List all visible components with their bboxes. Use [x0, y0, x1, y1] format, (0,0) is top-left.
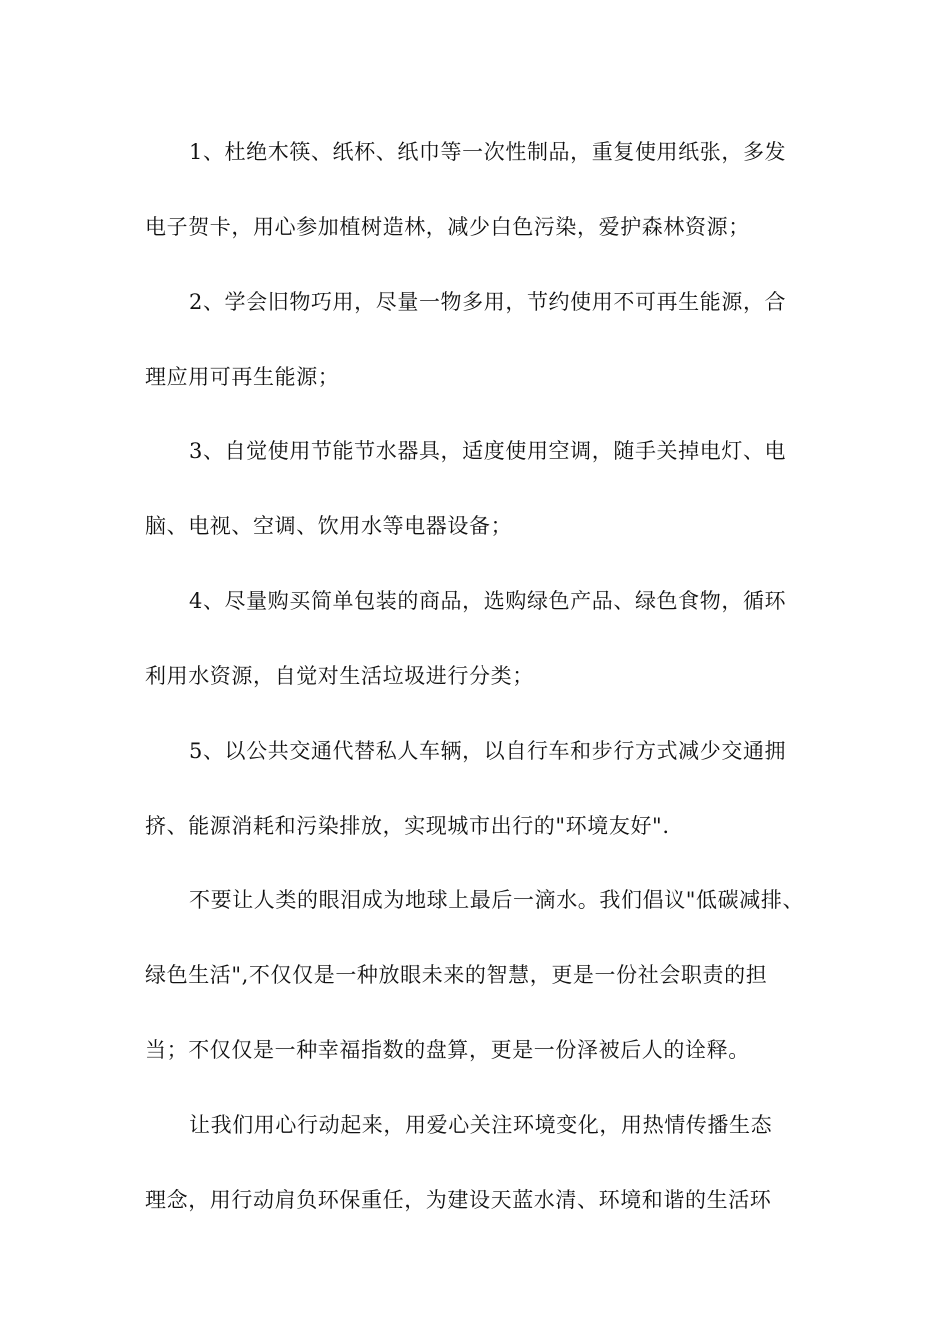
text-line: 理应用可再生能源；	[145, 365, 340, 389]
text-line: 1、杜绝木筷、纸杯、纸巾等一次性制品，重复使用纸张，多发	[189, 140, 787, 164]
text-line: 电子贺卡，用心参加植树造林，减少白色污染，爱护森林资源；	[145, 215, 750, 239]
text-line: 4、尽量购买简单包装的商品，选购绿色产品、绿色食物，循环	[189, 589, 787, 613]
text-line: 不要让人类的眼泪成为地球上最后一滴水。我们倡议"低碳减排、	[189, 888, 805, 912]
text-line: 2、学会旧物巧用，尽量一物多用，节约使用不可再生能源，合	[189, 290, 787, 314]
text-line: 3、自觉使用节能节水器具，适度使用空调，随手关掉电灯、电	[189, 439, 787, 463]
text-line: 5、以公共交通代替私人车辆，以自行车和步行方式减少交通拥	[189, 739, 787, 763]
text-line: 让我们用心行动起来，用爱心关注环境变化，用热情传播生态	[189, 1113, 773, 1137]
text-line: 绿色生活",不仅仅是一种放眼未来的智慧，更是一份社会职责的担	[145, 963, 768, 987]
text-line: 脑、电视、空调、饮用水等电器设备；	[145, 514, 513, 538]
text-line: 利用水资源，自觉对生活垃圾进行分类；	[145, 664, 534, 688]
text-line: 当；不仅仅是一种幸福指数的盘算，更是一份泽被后人的诠释。	[145, 1038, 750, 1062]
text-line: 理念，用行动肩负环保重任，为建设天蓝水清、环境和谐的生活环	[145, 1188, 772, 1212]
text-line: 挤、能源消耗和污染排放，实现城市出行的"环境友好".	[145, 814, 670, 838]
